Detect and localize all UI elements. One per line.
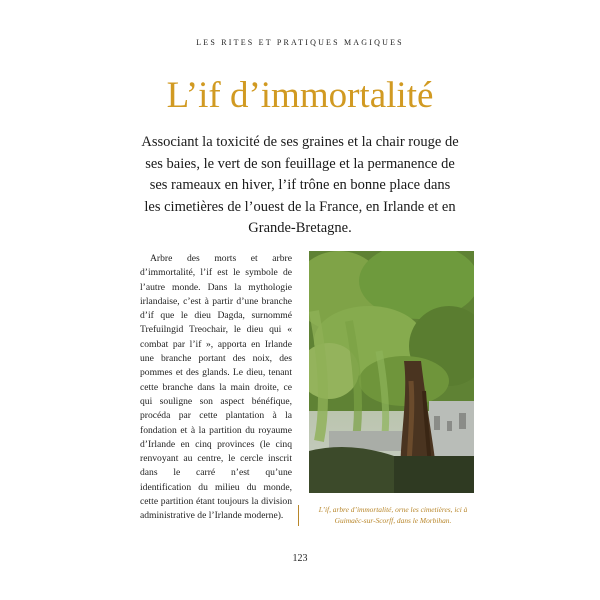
page-number: 123 (292, 553, 308, 564)
body-text-column (140, 252, 292, 524)
body-paragraph: Arbre des morts et arbre d’immortalité, l’if est le symbole de l’autre monde. Dans la mythologie irlandaise, c’est à partir d’une branche d’if que le dieu Dagda, surnommé Trefuilngid Treochair, le dieu qui « combat par l’if », apporta en Irlande une branche portant des noix, des pommes et des glands. Le dieu, tenant cette branche dans la main droite, ce qui souligne son aspect bénéfique, procéda par cette plantation à la fondation et à la partition du royaume d’Irlande en cinq provinces (le cinq renvoyant au centre, le cercle inscrit dans le carré n’est qu’une identification du milieu du monde, cette partition étant toujours la division administrative de l’Irlande moderne). (140, 253, 292, 522)
yew-tree-photo (309, 251, 474, 493)
lede-paragraph: Associant la toxicité de ses graines et la chair rouge de ses baies, le vert de son feuillage et la permanence de ses rameaux en hiver, l’if trône en bonne place dans les cimetières de l’ouest de la France, en Irlande et en Grande-Bretagne. (141, 134, 459, 237)
yew-tree-illustration (309, 251, 474, 493)
caption-marker (298, 505, 302, 526)
running-head: LES RITES ET PRATIQUES MAGIQUES (196, 38, 404, 47)
chapter-title: L’if d’immortalité (166, 75, 434, 116)
photo-caption: L’if, arbre d’immortalité, orne les cimetières, ici à Guimaëc-sur-Scorff, dans le Morbihan. (318, 505, 468, 525)
